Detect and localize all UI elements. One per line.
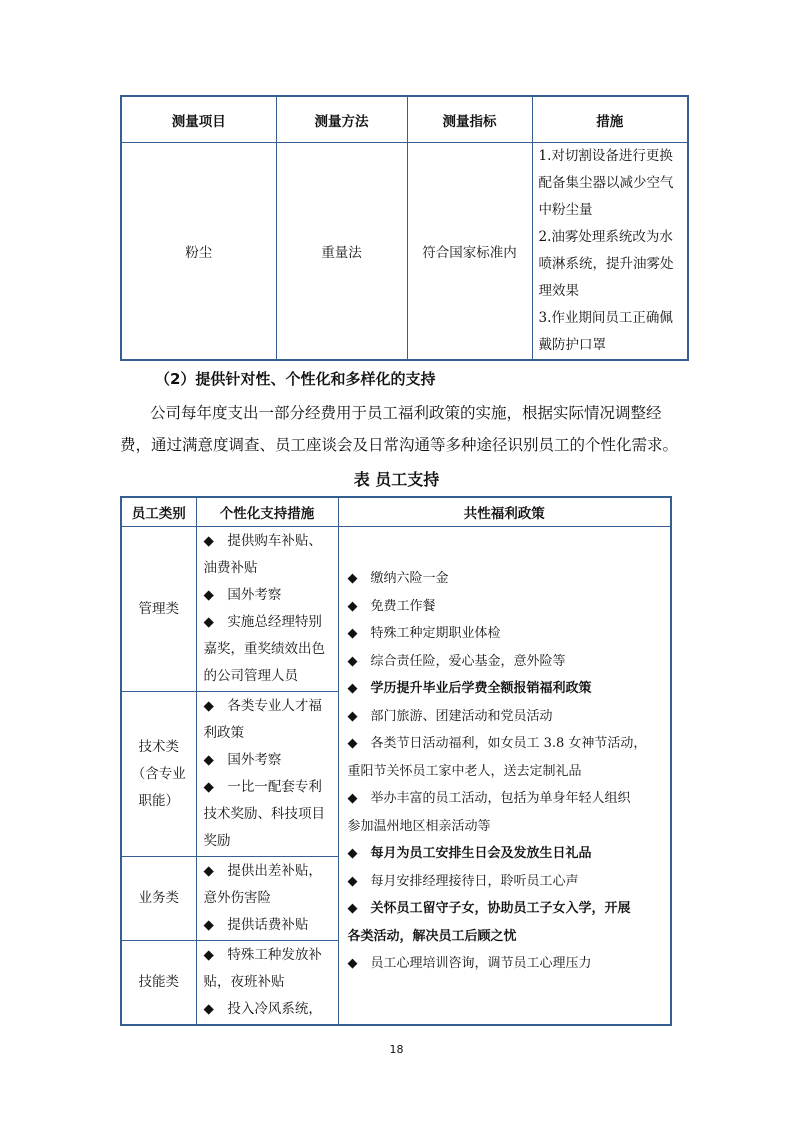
table1-header-cell: 措施 [532,96,688,143]
measure-line: ◆ 特殊工种发放补 [203,947,322,963]
policy-line: ◆ 特殊工种定期职业体检 [347,626,501,641]
measure-line: 油费补贴 [203,560,258,576]
page-number: 18 [389,1043,404,1056]
category-label: 业务类 [138,890,179,906]
measure-line: ◆ 投入冷风系统， [203,1001,322,1017]
measurement-method-cell: 重量法 [276,143,407,361]
measure-line: 嘉奖，重奖绩效出色 [203,641,325,657]
measurement-indicator-cell: 符合国家标准内 [407,143,532,361]
policy-line: ◆ 免费工作餐 [347,598,436,614]
measure-line: 喷淋系统，提升油雾处 [538,256,674,272]
measure-line: ◆ 国外考察 [203,587,282,603]
measure-line: 2.油雾处理系统改为水 [538,229,673,245]
category-cell [121,527,196,692]
measure-line: 1.对切割设备进行更换 [538,148,673,164]
measure-line: ◆ 国外考察 [203,752,282,768]
measure-line: 奖励 [203,833,231,849]
policy-line: 重阳节关怀员工家中老人，送去定制礼品 [347,763,582,779]
measure-line: 的公司管理人员 [203,668,298,684]
category-label: 技能类 [138,974,179,990]
measure-line: 配备集尘器以减少空气 [538,175,674,191]
table2-row-management [121,527,671,692]
policy-line: ◆ 部门旅游、团建活动和党员活动 [347,708,553,724]
measure-line: ◆ 提供出差补贴， [203,863,322,879]
employee-support-table [120,496,672,1026]
measure-line: ◆ 实施总经理特别 [203,614,322,630]
measure-line: 意外伤害险 [203,890,271,906]
category-cell [121,857,196,941]
category-label: （含专业 [131,765,186,782]
policy-line: ◆ 关怀员工留守子女，协助员工子女入学，开展 [347,901,631,916]
measure-line: ◆ 提供话费补贴 [203,917,309,933]
personalized-measures-cell [196,941,338,1026]
common-policies-cell [338,527,671,1026]
table-caption: 表 员工支持 [353,470,440,489]
measure-line: 戴防护口罩 [538,337,606,353]
policy-line: ◆ 员工心理培训咨询，调节员工心理压力 [347,956,592,971]
personalized-measures-cell [196,857,338,941]
measure-line: 3.作业期间员工正确佩 [538,310,673,326]
policy-line: ◆ 举办丰富的员工活动，包括为单身年轻人组织 [347,791,631,806]
paragraph-line: 费，通过满意度调查、员工座谈会及日常沟通等多种途径识别员工的个性化需求。 [120,436,679,454]
table1-header-cell: 测量项目 [121,96,276,143]
measure-line: 技术奖励、科技项目 [203,806,325,822]
table2-header-cell: 个性化支持措施 [196,497,338,527]
table1-header-cell: 测量指标 [407,96,532,143]
policy-line: ◆ 学历提升毕业后学费全额报销福利政策 [347,681,592,696]
category-cell [121,692,196,857]
measure-line: 中粉尘量 [538,202,593,218]
measure-line: 利政策 [203,725,244,741]
category-label: 技术类 [138,738,179,755]
table2-header-cell: 共性福利政策 [338,497,671,527]
personalized-measures-cell [196,527,338,692]
policy-line: ◆ 缴纳六险一金 [347,571,449,586]
measure-line: ◆ 提供购车补贴、 [203,533,322,549]
table2-header-cell: 员工类别 [121,497,196,527]
measure-line: ◆ 各类专业人才福 [203,698,322,714]
measures-cell [532,143,688,361]
table1-row [121,143,688,361]
policy-line: ◆ 每月安排经理接待日，聆听员工心声 [347,873,579,889]
category-label: 职能） [138,792,179,809]
dust-measurement-table [120,95,689,361]
measure-line: 贴，夜班补贴 [203,974,285,990]
policy-line: 参加温州地区相亲活动等 [347,818,491,834]
table2-header-row [121,497,671,527]
policy-line: ◆ 每月为员工安排生日会及发放生日礼品 [347,846,592,861]
personalized-measures-cell [196,692,338,857]
paragraph-line: 公司每年度支出一部分经费用于员工福利政策的实施，根据实际情况调整经 [150,404,662,422]
table1-header-row [121,96,688,143]
policy-line: ◆ 各类节日活动福利，如女员工 3.8 女神节活动， [347,736,647,751]
category-label: 管理类 [138,600,179,617]
policy-line: ◆ 综合责任险，爱心基金，意外险等 [347,653,566,669]
category-cell [121,941,196,1026]
policy-line: 各类活动，解决员工后顾之忧 [347,928,517,944]
measure-line: 理效果 [538,283,579,299]
table1-header-cell: 测量方法 [276,96,407,143]
section-heading: （2）提供针对性、个性化和多样化的支持 [155,370,436,388]
measure-line: ◆ 一比一配套专利 [203,779,322,795]
measurement-item-cell: 粉尘 [121,143,276,361]
